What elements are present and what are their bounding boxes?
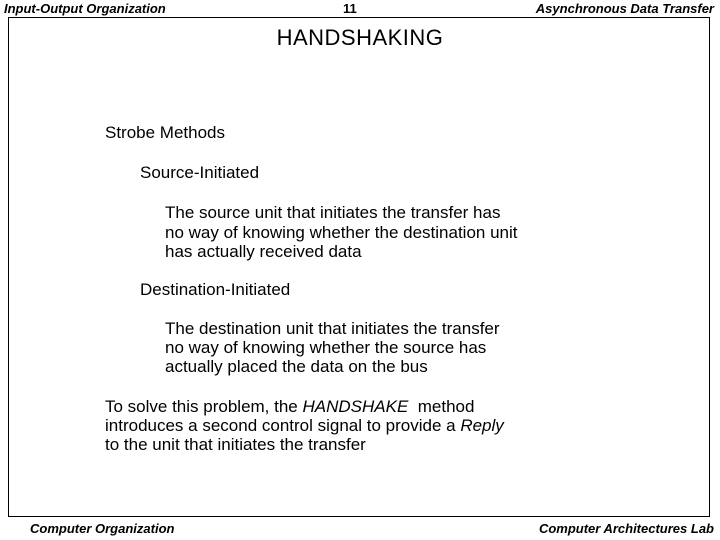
destination-description-line-1: The destination unit that initiates the transfer [165,319,500,338]
destination-description-line-3: actually placed the data on the bus [165,357,428,376]
destination-initiated-heading: Destination-Initiated [140,280,291,299]
source-description-line-3: has actually received data [165,242,362,261]
solution-line-1-end: method [408,397,475,416]
solution-line-1-start: To solve this problem, the [105,397,303,416]
solution-line-1 [105,397,474,417]
solution-line-2 [105,416,504,436]
solution-line-2-start: introduces a second control signal to provide a [105,416,461,435]
header-topic: Asynchronous Data Transfer [535,1,714,16]
destination-description-line-2: no way of knowing whether the source has [165,338,487,357]
header-course-title: Input-Output Organization [4,1,166,16]
solution-line-3: to the unit that initiates the transfer [105,435,366,454]
reply-term: Reply [460,416,504,435]
source-description-line-2: no way of knowing whether the destination unit [165,223,518,242]
page-number: 11 [343,1,357,16]
strobe-methods-heading: Strobe Methods [105,123,226,142]
footer-right: Computer Architectures Lab [538,521,714,536]
slide-title: HANDSHAKING [276,25,444,50]
footer-left: Computer Organization [30,521,175,536]
source-description-line-1: The source unit that initiates the transfer has [165,203,501,222]
handshake-term: HANDSHAKE [302,397,409,416]
source-initiated-heading: Source-Initiated [140,163,260,182]
